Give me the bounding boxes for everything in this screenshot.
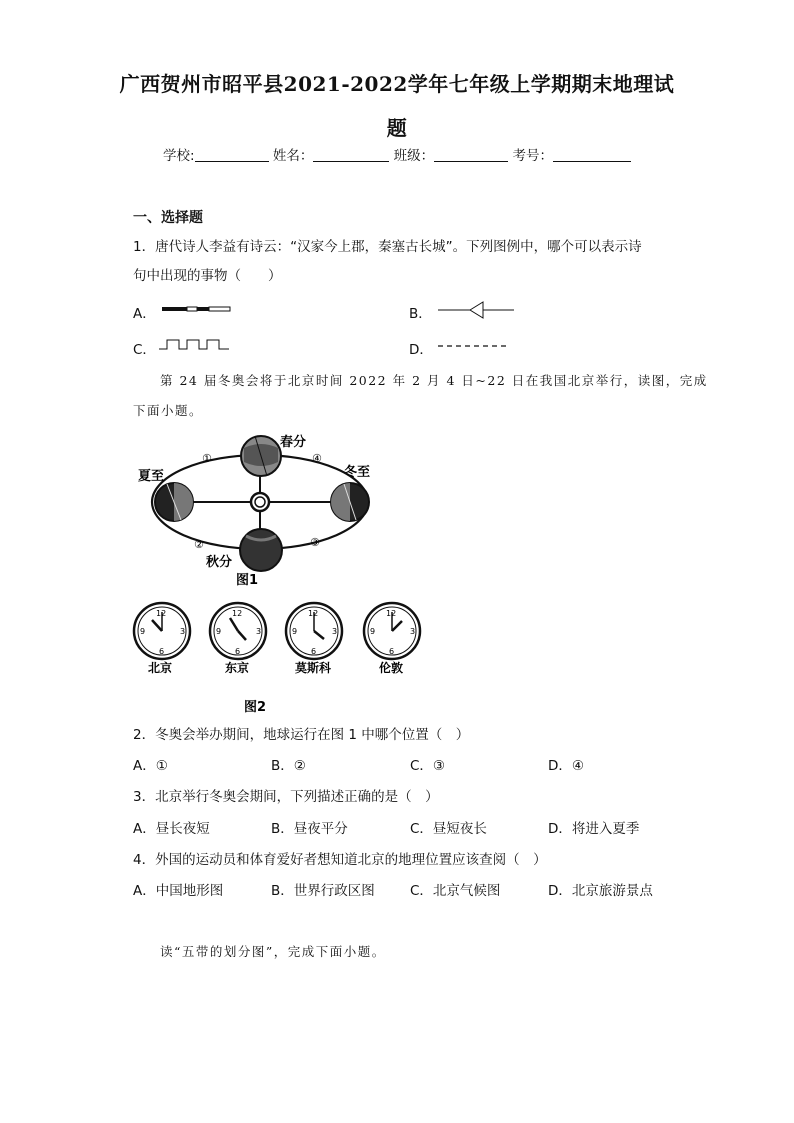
- orbit-label-1: ①: [202, 452, 212, 465]
- world-clocks-figure: [128, 596, 428, 716]
- name-blank[interactable]: [313, 147, 389, 162]
- class-blank[interactable]: [434, 147, 508, 162]
- clock-label-moscow: 莫斯科: [295, 661, 332, 675]
- earth-revolution-diagram: [134, 430, 384, 590]
- q3-option-b[interactable]: B．昼夜平分: [271, 821, 348, 837]
- clock-num: 3: [332, 627, 338, 636]
- q4-option-d[interactable]: D．北京旅游景点: [548, 883, 653, 899]
- q2-stem: 2．冬奥会举办期间，地球运行在图 1 中哪个位置（ ）: [133, 727, 470, 743]
- orbit-label-2: ②: [194, 538, 204, 551]
- clock-num: 3: [180, 627, 186, 636]
- clock-num: 9: [140, 627, 146, 636]
- clock-num: 9: [370, 627, 376, 636]
- clock-num: 6: [159, 647, 165, 656]
- school-blank[interactable]: [195, 147, 269, 162]
- q2-option-b[interactable]: B．②: [271, 758, 306, 774]
- passage-olympics-line1: 第 24 届冬奥会将于北京时间 2022 年 2 月 4 日~22 日在我国北京举行，读图，完成: [160, 373, 708, 388]
- clock-num: 6: [235, 647, 241, 656]
- q3-option-d[interactable]: D．将进入夏季: [548, 821, 640, 837]
- clock-num: 12: [232, 609, 243, 618]
- q2-option-a[interactable]: A．①: [133, 758, 168, 774]
- legend-dashed-line-icon: [436, 340, 508, 352]
- class-label: 班级：: [393, 148, 435, 164]
- label-winter-solstice: 冬至: [344, 465, 371, 480]
- name-label: 姓名：: [272, 148, 314, 164]
- clock-label-london: 伦敦: [379, 661, 404, 675]
- clock-label-beijing: 北京: [148, 661, 173, 675]
- exam-number-blank[interactable]: [553, 147, 631, 162]
- clock-label-tokyo: 东京: [225, 661, 250, 675]
- page-title: 广西贺州市昭平县2021-2022学年七年级上学期期末地理试: [119, 72, 675, 96]
- earth-autumn-icon: [240, 529, 282, 571]
- q4-option-c[interactable]: C．北京气候图: [410, 883, 501, 899]
- clock-num: 3: [256, 627, 262, 636]
- q4-option-b[interactable]: B．世界行政区图: [271, 883, 375, 899]
- q4-option-a[interactable]: A．中国地形图: [133, 883, 224, 899]
- legend-pass-icon: [436, 300, 516, 322]
- q2-option-c[interactable]: C．③: [410, 758, 446, 774]
- clock-num: 12: [386, 609, 397, 618]
- label-spring-equinox: 春分: [280, 435, 307, 450]
- q1-option-c-label: C．: [133, 342, 156, 358]
- q2-option-d[interactable]: D．④: [548, 758, 584, 774]
- clock-num: 9: [216, 627, 222, 636]
- figure1-caption: 图1: [236, 573, 259, 588]
- q1-stem-line1: 1．唐代诗人李益有诗云：“汉家今上郡，秦塞古长城”。下列图例中，哪个可以表示诗: [133, 239, 642, 255]
- orbit-label-4: ④: [312, 452, 322, 465]
- page-title-continued: 题: [386, 116, 408, 140]
- q3-option-c[interactable]: C．昼短夜长: [410, 821, 487, 837]
- exam-number-label: 考号：: [512, 148, 553, 164]
- q3-option-a[interactable]: A．昼长夜短: [133, 821, 210, 837]
- passage-five-zones: 读“五带的划分图”，完成下面小题。: [160, 944, 386, 959]
- q3-stem: 3．北京举行冬奥会期间，下列描述正确的是（ ）: [133, 789, 439, 805]
- legend-boundary-icon: [160, 303, 235, 317]
- clock-num: 12: [308, 609, 319, 618]
- student-info-line: [163, 144, 631, 164]
- figure2-caption: 图2: [244, 700, 267, 715]
- orbit-label-3: ③: [310, 536, 320, 549]
- clock-num: 6: [389, 647, 395, 656]
- q1-option-d-label: D．: [409, 342, 433, 358]
- passage-olympics-line2: 下面小题。: [133, 403, 204, 418]
- school-label: 学校:: [163, 148, 195, 164]
- section-heading-choice: 一、选择题: [133, 210, 203, 226]
- clock-num: 9: [292, 627, 298, 636]
- q4-stem: 4．外国的运动员和体育爱好者想知道北京的地理位置应该查阅（ ）: [133, 852, 547, 868]
- legend-great-wall-icon: [157, 336, 233, 354]
- label-autumn-equinox: 秋分: [206, 555, 233, 570]
- clock-num: 12: [156, 609, 167, 618]
- clock-num: 6: [311, 647, 317, 656]
- q1-option-b-label: B．: [409, 306, 432, 322]
- q1-option-a-label: A．: [133, 306, 156, 322]
- label-summer-solstice: 夏至: [138, 469, 165, 484]
- q1-stem-line2: 句中出现的事物（ ）: [133, 268, 282, 284]
- clock-num: 3: [410, 627, 416, 636]
